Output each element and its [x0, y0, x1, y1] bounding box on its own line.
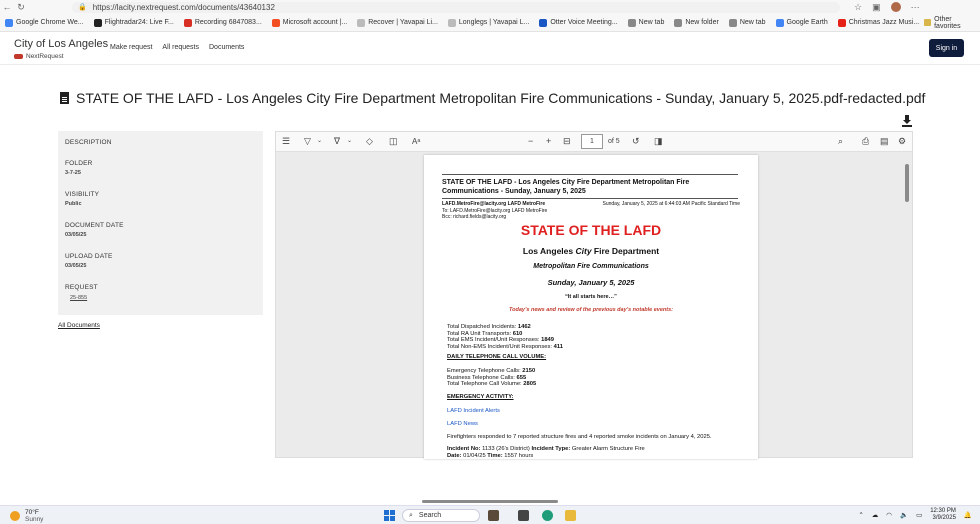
favorite-item[interactable]: Longlegs | Yavapai L...	[443, 19, 534, 27]
pdf-page	[424, 155, 758, 459]
sidebar-toggle-icon[interactable]: ☰	[282, 136, 291, 146]
folder-label: FOLDER	[65, 160, 93, 167]
pdf-stats: Total Dispatched Incidents: 1462 Total RA Unit Transports: 610 Total EMS Incident/Unit Responses: 1849 Total Non-EMS Incident/Unit Responses: 411	[447, 324, 564, 350]
upload-date-label: UPLOAD DATE	[65, 253, 113, 260]
favorite-item[interactable]: Otter Voice Meeting...	[534, 19, 622, 27]
favorite-item[interactable]: Google Earth	[771, 19, 833, 27]
page-count: of 5	[608, 138, 620, 145]
taskbar-search[interactable]: ⌕ Search	[402, 509, 480, 522]
page-view-icon[interactable]: ◨	[654, 136, 663, 146]
pdf-department: Los Angeles City Fire Department	[522, 246, 660, 256]
page-number-input[interactable]: 1	[581, 134, 603, 149]
description-label: DESCRIPTION	[65, 139, 112, 146]
url-field[interactable]	[72, 2, 840, 13]
visibility-label: VISIBILITY	[65, 191, 100, 198]
chevron-down-icon[interactable]: ⌄	[317, 138, 323, 144]
upload-date-value: 03/05/25	[65, 263, 87, 269]
cloud-icon[interactable]: ☁	[871, 512, 879, 519]
pdf-notable: Today’s news and review of the previous day’s notable events:	[508, 307, 674, 313]
sign-in-button[interactable]: Sign in	[929, 39, 964, 57]
sun-icon	[10, 511, 20, 521]
page-scrollbar[interactable]	[422, 500, 558, 503]
browser-address-bar	[0, 0, 980, 14]
brand-title: City of Los Angeles	[14, 38, 109, 50]
favicon-icon	[5, 19, 13, 27]
eraser-icon[interactable]: ◇	[366, 136, 373, 146]
text-icon[interactable]: Aᵃ	[412, 137, 421, 146]
favorite-item[interactable]: Recover | Yavapai Li...	[352, 19, 443, 27]
page-title	[60, 90, 925, 106]
nextrequest-logo-icon	[14, 54, 23, 59]
favicon-icon	[539, 19, 547, 27]
battery-icon[interactable]: ▭	[916, 512, 923, 519]
chevron-up-icon[interactable]: ⌃	[858, 512, 864, 519]
request-label: REQUEST	[65, 284, 98, 291]
pdf-toolbar	[276, 132, 912, 152]
refresh-icon[interactable]: ↻	[17, 1, 25, 12]
powered-by: NextRequest	[14, 53, 108, 60]
find-icon[interactable]: ⌕	[838, 136, 844, 146]
edge-icon[interactable]	[542, 510, 553, 521]
document-date-label: DOCUMENT DATE	[65, 222, 124, 229]
profile-avatar[interactable]	[891, 2, 901, 12]
favicon-icon	[776, 19, 784, 27]
divider	[442, 198, 738, 199]
more-icon[interactable]: ⋯	[910, 1, 920, 12]
favicon-icon	[838, 19, 846, 27]
volume-icon[interactable]: 🔈	[899, 512, 909, 519]
pdf-firefighters: Firefighters responded to 7 reported structure fires and 4 reported smoke incidents on January 4, 2025.	[447, 434, 712, 440]
folder-icon	[674, 19, 682, 27]
favorite-item[interactable]: Recording 6847083...	[179, 19, 267, 27]
other-favorites[interactable]: Other favorites	[924, 16, 980, 30]
pdf-phone-stats: Emergency Telephone Calls: 2150 Business Telephone Calls: 655 Total Telephone Call Volume: 2805	[447, 368, 537, 388]
viewer-scrollbar[interactable]	[904, 154, 910, 454]
windows-start-icon[interactable]	[384, 510, 395, 521]
rotate-icon[interactable]: ↺	[632, 136, 640, 146]
search-icon: ⌕	[409, 511, 413, 519]
request-link[interactable]: 25-855	[70, 295, 88, 301]
wifi-icon[interactable]: ◠	[886, 512, 892, 519]
favorite-item[interactable]: Flightradar24: Live F...	[89, 19, 179, 27]
site-header	[0, 32, 980, 65]
clock[interactable]: 12:30 PM 3/9/2025	[930, 508, 956, 521]
weather-widget[interactable]: 70°F Sunny	[10, 509, 43, 523]
zoom-out-icon[interactable]: −	[528, 136, 534, 146]
pdf-header: STATE OF THE LAFD - Los Angeles City Fire Department Metropolitan Fire Communications - Sunday, January 5, 2025	[442, 179, 690, 195]
task-view-icon[interactable]	[518, 510, 529, 521]
favorite-item[interactable]: New folder	[669, 19, 723, 27]
favicon-icon	[729, 19, 737, 27]
widgets-icon[interactable]	[488, 510, 499, 521]
favicon-icon	[357, 19, 365, 27]
pdf-state-title: STATE OF THE LAFD	[520, 222, 662, 238]
document-title: STATE OF THE LAFD - Los Angeles City Fire Department Metropolitan Fire Communications - Sunday, January 5, 2025.pdf-redacted.pdf	[76, 90, 926, 106]
pdf-addresses: LAFD.MetroFire@lacity.org LAFD MetroFire To: LAFD.MetroFire@lacity.org LAFD MetroFire Bcc: richard.fields@lacity.org	[442, 201, 548, 220]
highlight-icon[interactable]: ▽	[304, 136, 311, 146]
download-icon[interactable]	[902, 115, 912, 127]
favorite-item[interactable]: Christmas Jazz Musi...	[833, 19, 924, 27]
pdf-link-news[interactable]: LAFD News	[447, 421, 478, 427]
fit-page-icon[interactable]: ⊟	[563, 136, 571, 146]
collections-icon[interactable]: ▣	[872, 1, 881, 12]
folder-value: 3-7-25	[65, 170, 81, 176]
favorite-item[interactable]: Google Chrome We...	[0, 19, 89, 27]
save-icon[interactable]: ▤	[880, 136, 889, 146]
pdf-day: Sunday, January 5, 2025	[547, 278, 635, 287]
favicon-icon	[272, 19, 280, 27]
document-metadata	[58, 131, 263, 315]
nav-all-requests[interactable]: All requests	[162, 44, 199, 51]
pdf-link-alerts[interactable]: LAFD Incident Alerts	[447, 408, 500, 414]
zoom-in-icon[interactable]: +	[546, 136, 552, 146]
nav-make-request[interactable]: Make request	[110, 44, 153, 51]
file-explorer-icon[interactable]	[565, 510, 576, 521]
pdf-sent-date: Sunday, January 5, 2025 at 6:44:03 AM Pacific Standard Time	[602, 201, 740, 207]
system-tray	[858, 508, 972, 522]
brand[interactable]	[14, 38, 108, 60]
star-icon[interactable]: ☆	[854, 1, 863, 12]
read-aloud-icon[interactable]: ◫	[389, 136, 398, 146]
favicon-icon	[628, 19, 636, 27]
favicon-icon	[184, 19, 192, 27]
pdf-phone-heading: DAILY TELEPHONE CALL VOLUME:	[447, 354, 547, 360]
favorite-item[interactable]: New tab	[623, 19, 670, 27]
nav-documents[interactable]: Documents	[209, 44, 245, 51]
favorite-item[interactable]: Microsoft account |...	[267, 19, 352, 27]
settings-icon[interactable]: ⚙	[898, 136, 907, 146]
top-nav	[110, 44, 244, 51]
notification-icon[interactable]: 🔔	[963, 512, 972, 519]
lock-icon: 🔒	[78, 4, 87, 11]
draw-icon[interactable]: ∇	[334, 136, 341, 146]
pdf-viewer	[275, 131, 913, 458]
divider	[442, 174, 738, 175]
print-icon[interactable]: ⎙	[862, 136, 870, 146]
visibility-value: Public	[65, 201, 82, 207]
folder-icon	[924, 19, 931, 26]
favicon-icon	[448, 19, 456, 27]
favorites-bar	[0, 14, 980, 32]
url-text: https://lacity.nextrequest.com/documents/43640132	[92, 2, 275, 12]
taskbar	[0, 505, 980, 524]
favorite-item[interactable]: New tab	[724, 19, 771, 27]
favicon-icon	[94, 19, 102, 27]
pdf-emergency-heading: EMERGENCY ACTIVITY:	[447, 394, 514, 400]
document-date-value: 03/05/25	[65, 232, 87, 238]
all-documents-link[interactable]: All Documents	[58, 322, 100, 329]
pdf-tagline: “It all starts here…”	[565, 294, 617, 300]
chevron-down-icon[interactable]: ⌄	[347, 138, 353, 144]
pdf-incident: Incident No: 1133 (26's District) Incident Type: Greater Alarm Structure Fire Date: 01/04/25 Time: 1557 hours	[447, 446, 645, 459]
back-icon[interactable]: ←	[2, 2, 12, 12]
pdf-communications: Metropolitan Fire Communications	[533, 263, 649, 270]
file-icon	[60, 92, 69, 104]
